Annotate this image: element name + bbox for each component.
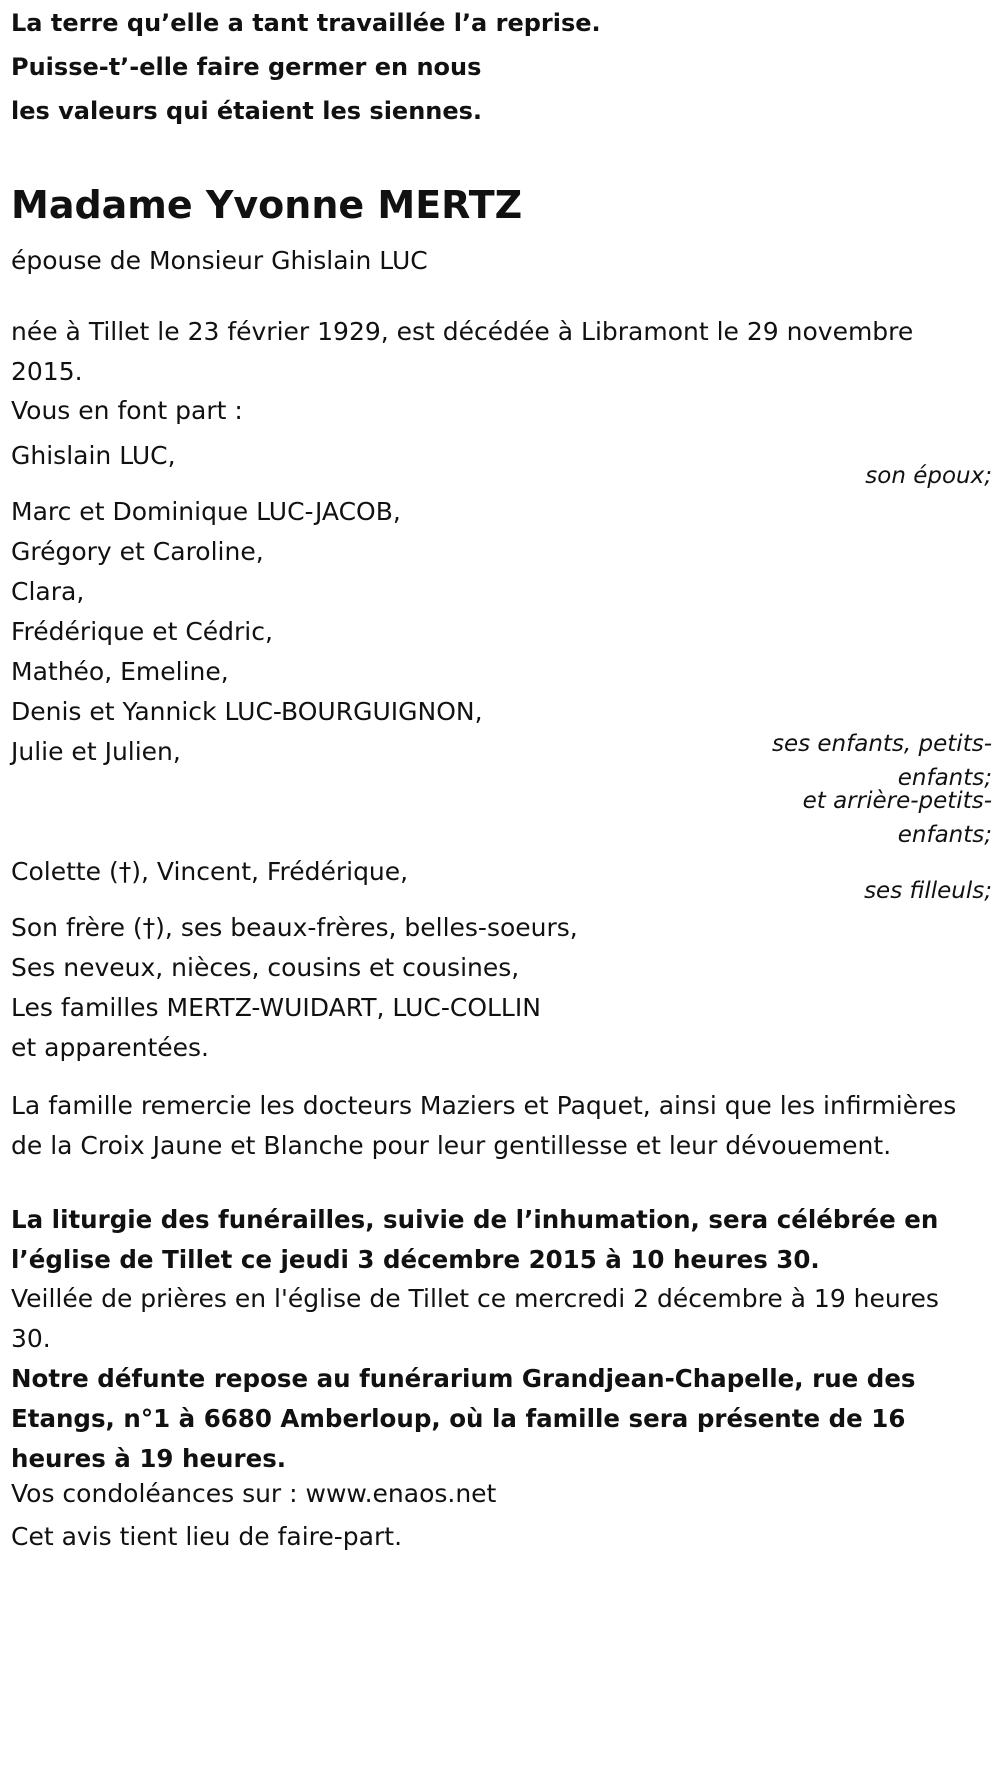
list-item: Les familles MERTZ-WUIDART, LUC-COLLIN: [11, 993, 541, 1022]
list-item: Julie et Julien,: [11, 737, 181, 766]
children-list: [11, 492, 483, 772]
epigraph-line-2: Puisse-t’-elle faire germer en nous: [11, 53, 482, 81]
announce-text: Vous en font part :: [11, 396, 243, 425]
list-item: Grégory et Caroline,: [11, 537, 264, 566]
epigraph-line-3: les valeurs qui étaient les siennes.: [11, 97, 483, 125]
list-item: Mathéo, Emeline,: [11, 657, 229, 686]
epigraph-line-1: La terre qu’elle a tant travaillée l’a reprise.: [11, 9, 601, 37]
vigil-paragraph: Veillée de prières en l'église de Tillet ce mercredi 2 décembre à 19 heures 30.: [11, 1284, 939, 1353]
thanks-paragraph: La famille remercie les docteurs Maziers et Paquet, ainsi que les infirmières de la Croix Jaune et Blanche pour leur gentillesse et leur dévouement.: [11, 1091, 957, 1160]
condolences-line: Vos condoléances sur : www.enaos.net: [11, 1479, 497, 1508]
list-item: Marc et Dominique LUC-JACOB,: [11, 497, 401, 526]
closing-line: Cet avis tient lieu de faire-part.: [11, 1522, 403, 1551]
role-spouse: son époux;: [865, 463, 992, 489]
role-children-line-3: et arrière-petits-: [802, 788, 992, 814]
godchildren-line: Colette (†), Vincent, Frédérique,: [11, 857, 409, 886]
list-item: Son frère (†), ses beaux-frères, belles-soeurs,: [11, 913, 578, 942]
spouse-line: épouse de Monsieur Ghislain LUC: [11, 246, 428, 275]
role-children-line-4: enfants;: [897, 822, 992, 848]
spouse-name: Ghislain LUC,: [11, 441, 176, 470]
deceased-name: Madame Yvonne MERTZ: [11, 183, 523, 227]
funeral-paragraph: La liturgie des funérailles, suivie de l’inhumation, sera célébrée en l’église de Tillet ce jeudi 3 décembre 2015 à 10 heures 30.: [11, 1205, 939, 1274]
list-item: Clara,: [11, 577, 85, 606]
list-item: Ses neveux, nièces, cousins et cousines,: [11, 953, 520, 982]
role-children-line-2: enfants;: [897, 765, 992, 791]
birth-death-text: née à Tillet le 23 février 1929, est décédée à Libramont le 29 novembre 2015.: [11, 317, 914, 386]
list-item: et apparentées.: [11, 1033, 209, 1062]
role-godchildren: ses filleuls;: [864, 878, 992, 904]
funerarium-paragraph: Notre défunte repose au funérarium Grandjean-Chapelle, rue des Etangs, n°1 à 6680 Amberloup, où la famille sera présente de 16 heures à 19 heures.: [11, 1364, 916, 1473]
role-children-line-1: ses enfants, petits-: [771, 731, 992, 757]
family-list: [11, 908, 578, 1068]
list-item: Frédérique et Cédric,: [11, 617, 273, 646]
list-item: Denis et Yannick LUC-BOURGUIGNON,: [11, 697, 483, 726]
